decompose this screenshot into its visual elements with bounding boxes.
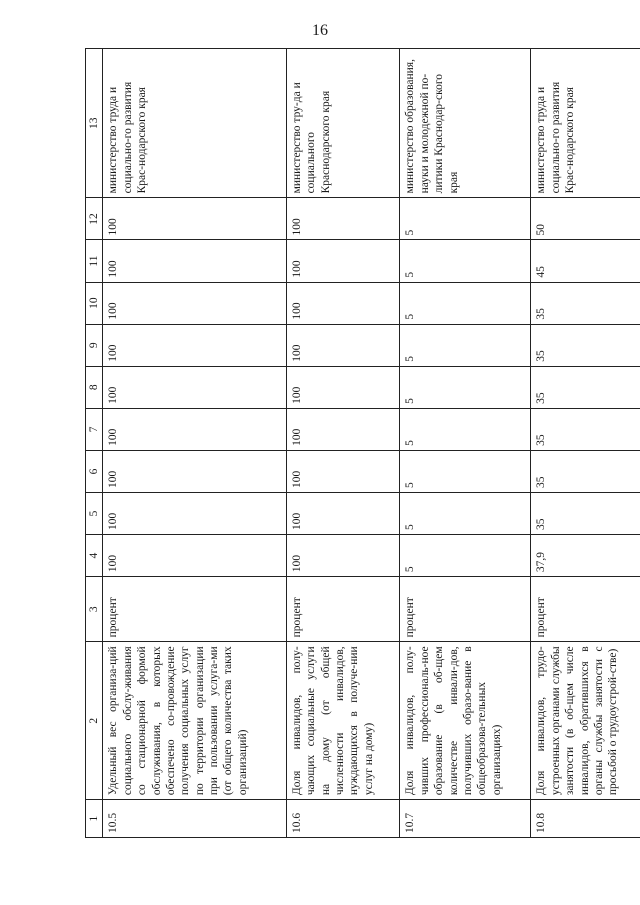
value-cell: 35 bbox=[531, 408, 640, 450]
value-cell: 100 bbox=[286, 535, 400, 577]
unit-cell: процент bbox=[103, 577, 287, 642]
value-cell: 100 bbox=[286, 240, 400, 282]
value-cell: 5 bbox=[400, 450, 531, 492]
value-cell: 100 bbox=[103, 366, 287, 408]
column-header: 2 bbox=[86, 642, 103, 800]
column-header: 11 bbox=[86, 240, 103, 282]
value-cell: 100 bbox=[103, 492, 287, 534]
value-cell: 100 bbox=[286, 324, 400, 366]
row-id: 10.7 bbox=[400, 800, 531, 838]
value-cell: 5 bbox=[400, 282, 531, 324]
value-cell: 35 bbox=[531, 324, 640, 366]
value-cell: 45 bbox=[531, 240, 640, 282]
table-row bbox=[400, 49, 531, 838]
value-cell: 5 bbox=[400, 240, 531, 282]
column-header: 1 bbox=[86, 800, 103, 838]
value-cell: 35 bbox=[531, 366, 640, 408]
responsible-cell: министерство труда и социально-го развития Крас-нодарского края bbox=[103, 49, 287, 198]
value-cell: 100 bbox=[103, 198, 287, 240]
unit-cell: процент bbox=[286, 577, 400, 642]
value-cell: 35 bbox=[531, 282, 640, 324]
column-header: 9 bbox=[86, 324, 103, 366]
row-id: 10.8 bbox=[531, 800, 640, 838]
column-header: 6 bbox=[86, 450, 103, 492]
value-cell: 100 bbox=[103, 324, 287, 366]
row-id: 10.6 bbox=[286, 800, 400, 838]
value-cell: 100 bbox=[103, 240, 287, 282]
indicator-text: Удельный вес организа-ций социального обслу-живания со стационарной формой обслуживания, в которых обеспечено со-провождение получения социальных услуг по территории организации при пользовании услуга-ми (от общего количества таких организаций) bbox=[103, 642, 287, 800]
value-cell: 100 bbox=[103, 408, 287, 450]
value-cell: 37,9 bbox=[531, 535, 640, 577]
value-cell: 100 bbox=[103, 535, 287, 577]
unit-cell: процент bbox=[400, 577, 531, 642]
value-cell: 5 bbox=[400, 366, 531, 408]
value-cell: 5 bbox=[400, 324, 531, 366]
rotated-table-container bbox=[85, 48, 640, 838]
value-cell: 100 bbox=[286, 366, 400, 408]
value-cell: 100 bbox=[286, 450, 400, 492]
value-cell: 100 bbox=[103, 450, 287, 492]
value-cell: 35 bbox=[531, 450, 640, 492]
column-header: 10 bbox=[86, 282, 103, 324]
column-header: 8 bbox=[86, 366, 103, 408]
column-header: 13 bbox=[86, 49, 103, 198]
value-cell: 5 bbox=[400, 492, 531, 534]
column-header: 4 bbox=[86, 535, 103, 577]
value-cell: 50 bbox=[531, 198, 640, 240]
table-row bbox=[286, 49, 400, 838]
value-cell: 100 bbox=[286, 408, 400, 450]
value-cell: 5 bbox=[400, 198, 531, 240]
value-cell: 100 bbox=[286, 492, 400, 534]
value-cell: 100 bbox=[103, 282, 287, 324]
table-row bbox=[103, 49, 287, 838]
value-cell: 5 bbox=[400, 408, 531, 450]
responsible-cell: министерство образования, науки и молодежной по-литики Краснодар-ского края bbox=[400, 49, 531, 198]
indicator-text: Доля инвалидов, трудо-устроенных органами службы занятости (в об-щем числе инвалидов, обратившихся в органы службы занятости с просьбой о трудоустрой-стве) bbox=[531, 642, 640, 800]
value-cell: 35 bbox=[531, 492, 640, 534]
column-header: 5 bbox=[86, 492, 103, 534]
value-cell: 5 bbox=[400, 535, 531, 577]
responsible-cell: министерство тру-да и социального Краснодарского края bbox=[286, 49, 400, 198]
indicator-text: Доля инвалидов, полу-чивших профессиональ-ное образование (в об-щем количестве инвали-дов, получивших образо-вание в общеобразова-тельных организациях) bbox=[400, 642, 531, 800]
value-cell: 100 bbox=[286, 282, 400, 324]
responsible-cell: министерство труда и социально-го развития Крас-нодарского края bbox=[531, 49, 640, 198]
indicator-text: Доля инвалидов, полу-чающих социальные услуги на дому (от общей численности инвалидов, нуждающихся в получе-нии услуг на дому) bbox=[286, 642, 400, 800]
unit-cell: процент bbox=[531, 577, 640, 642]
column-header: 7 bbox=[86, 408, 103, 450]
column-header: 12 bbox=[86, 198, 103, 240]
indicators-table bbox=[85, 48, 640, 838]
page-number: 16 bbox=[312, 22, 328, 39]
row-id: 10.5 bbox=[103, 800, 287, 838]
value-cell: 100 bbox=[286, 198, 400, 240]
table-row bbox=[531, 49, 640, 838]
column-header: 3 bbox=[86, 577, 103, 642]
header-row bbox=[86, 49, 103, 838]
